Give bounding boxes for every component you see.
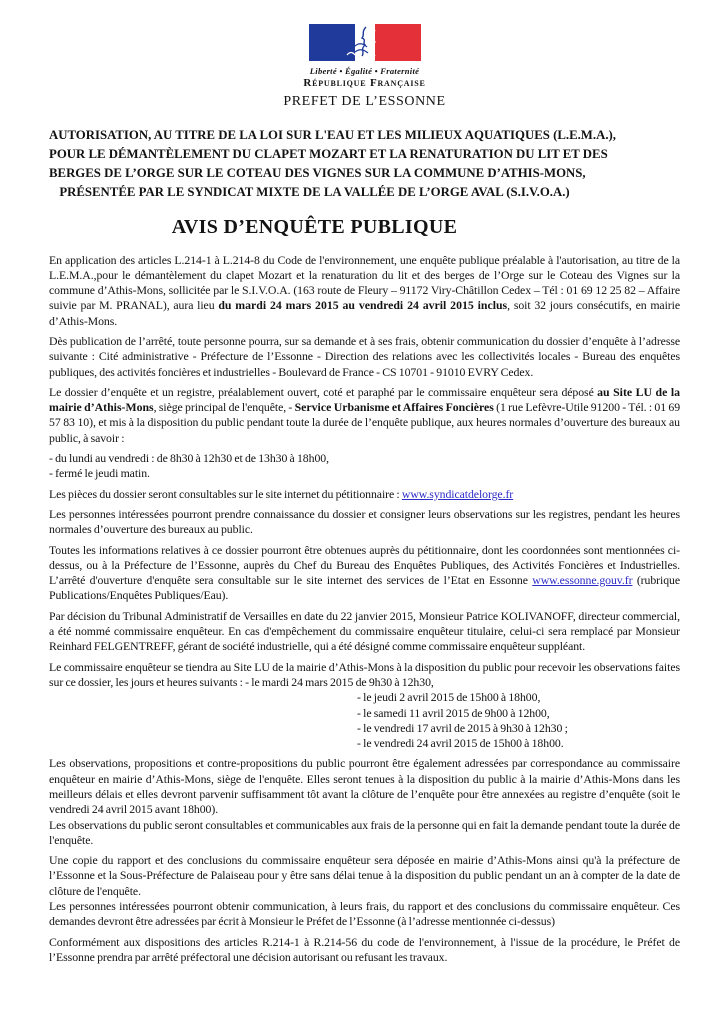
p-communication-rapport: Les personnes intéressées pourront obtenir communication, à leurs frais, du rapport et des conclusions du commissaire enquêteur. Ces demandes devront être adressées par écrit à Monsieur le Préfet de l’Essonne (à l’adresse mentionnée ci-dessus) [49, 899, 680, 929]
p-pieces-text: Les pièces du dossier seront consultables sur le site internet du pétitionnaire : [49, 486, 402, 501]
p-dossier-text: Le dossier d’enquête et un registre, préalablement ouvert, coté et paraphé par le commissaire enquêteur sera déposé [49, 384, 598, 399]
p-conformement: Conformément aux dispositions des articles R.214-1 à R.214-56 du code de l'environnement, à l'issue de la procédure, le Préfet de l’Essonne prendra par arrêté préfectoral une décision autorisant ou refusant les travaux. [49, 934, 680, 964]
p-informations-text: Toutes les informations relatives à ce dossier pourront être obtenues auprès du pétitionnaire, dont les coordonnées sont mentionnées ci-dessus, ou à la Préfecture de l’Essonne, auprès du Chef du Bureau des Enquêtes Publiques, des Activités Foncières et Industrielles. L’arrêté d'ouverture d'enquête sera consultable sur le site internet des services de l’Etat en Essonne [49, 542, 680, 588]
p-application-text-end: , soit 32 jours consécutifs, en mairie d’Athis-Mons. [49, 298, 680, 328]
french-flag-icon [309, 24, 421, 61]
schedule-item: - le jeudi 2 avril 2015 de 15h00 à 18h00, [357, 690, 541, 705]
p-copie-rapport: Une copie du rapport et des conclusions du commissaire enquêteur sera déposée en mairie d’Athis-Mons ainsi qu'à la préfecture de l’Essonne et la Sous-Préfecture de Palaiseau pour y être sans délai tenue à la disposition du public pendant un an à compter de la date de clôture de l'enquête. [49, 853, 680, 898]
link-essonne-gouv[interactable]: www.essonne.gouv.fr [532, 573, 633, 588]
link-syndicatdelorge[interactable]: www.syndicatdelorge.fr [401, 486, 514, 501]
p-dossier [49, 385, 680, 446]
avis-title: AVIS D’ENQUÊTE PUBLIQUE [171, 215, 458, 238]
p-application [49, 253, 680, 329]
motto-text: Liberté • Égalité • Fraternité [309, 66, 420, 76]
schedule-item: - le vendredi 24 avril 2015 de 15h00 à 18h00. [357, 736, 564, 751]
p-commissaire-text: Le commissaire enquêteur se tiendra au Site LU de la mairie d’Athis-Mons à la disposition du public pour recevoir les observations faites sur ce dossier, les jours et heures suivants : [49, 659, 680, 689]
p-dossier-service-bold: Service Urbanisme et Affaires Foncières [294, 400, 494, 415]
government-header [49, 24, 680, 109]
p-publication: Dès publication de l’arrêté, toute personne pourra, sur sa demande et à ses frais, obtenir communication du dossier d’enquête à l’adresse suivante : Cité administrative - Préfecture de l’Essonne - Direction des relations avec les collectivités locales - Bureau des enquêtes publiques, des activités foncières et industrielles - Boulevard de France - CS 10701 - 91010 EVRY Cedex. [49, 333, 680, 379]
schedule-item: - le samedi 11 avril 2015 de 9h00 à 12h00, [357, 705, 550, 720]
hours-line: - du lundi au vendredi : de 8h30 à 12h30 et de 13h30 à 18h00, [49, 451, 329, 466]
document-title-line: AUTORISATION, AU TITRE DE LA LOI SUR L'EAU ET LES MILIEUX AQUATIQUES (L.E.M.A.), [49, 127, 616, 142]
document-title [49, 126, 616, 202]
prefet-title: PREFET DE L’ESSONNE [283, 93, 446, 109]
schedule-item: - le vendredi 17 avril de 2015 à 9h30 à 12h30 ; [357, 720, 568, 735]
p-decision: Par décision du Tribunal Administratif de Versailles en date du 22 janvier 2015, Monsieur Patrice KOLIVANOFF, directeur commercial, a été nommé commissaire enquêteur. En cas d'empêchement du commissaire enquêteur titulaire, celui-ci sera remplacé par Monsieur Reinhard FELGENTREFF, gérant de société industrielle, qui a été désigné comme commissaire enquêteur suppléant. [49, 608, 680, 654]
document-title-line: BERGES DE L’ORGE SUR LE COTEAU DES VIGNES SUR LA COMMUNE D’ATHIS-MONS, [49, 165, 586, 180]
document-body [49, 253, 680, 966]
marianne-flag-logo [309, 24, 421, 65]
p-personnes: Les personnes intéressées pourront prendre connaissance du dossier et consigner leurs observations sur les registres, pendant les heures normales d’ouverture des bureaux au public. [49, 506, 680, 537]
schedule-item: - le mardi 24 mars 2015 de 9h30 à 12h30, [245, 674, 434, 689]
p-pieces [49, 487, 680, 502]
p-dossier-text-mid: , siège principal de l'enquête, - [153, 400, 295, 415]
p-dossier-site-bold: au Site LU de la mairie d’Athis-Mons [49, 384, 680, 415]
p-observations-consultables: Les observations du public seront consultables et communicables aux frais de la personne qui en fait la demande pendant toute la durée de l'enquête. [49, 817, 680, 847]
p-observations: Les observations, propositions et contre-propositions du public pourront être également adressées par correspondance au commissaire enquêteur en mairie d’Athis-Mons, siège de l'enquête. Elles seront tenues à la disposition du public à la mairie d’Athis-Mons dans les meilleurs délais et elles devront parvenir suffisamment tôt avant la clôture de l’enquête pour être annexées au registre d’enquête (soit le vendredi 24 avril 2015 avant 18h00). [49, 756, 680, 817]
document-title-line: PRÉSENTÉE PAR LE SYNDICAT MIXTE DE LA VALLÉE DE L’ORGE AVAL (S.I.V.O.A.) [59, 184, 570, 199]
p-application-text: En application des articles L.214-1 à L.214-8 du Code de l'environnement, une enquête publique préalable à l'autorisation, au titre de la L.E.M.A.,pour le démantèlement du clapet Mozart et la renaturation du lit et des berges de l’Orge sur le Coteau des Vignes sur la commune d’Athis-Mons, sollicitée par le S.I.V.O.A. (163 route de Fleury – 91172 Viry-Châtillon Cedex – Tél : 01 69 12 25 82 – Affaire suivie par M. PRANAL), aura lieu [49, 252, 680, 313]
republic-title: République Française [303, 76, 426, 89]
p-informations [49, 543, 680, 604]
p-application-dates-bold: du mardi 24 mars 2015 au vendredi 24 avril 2015 inclus [218, 298, 508, 313]
p-informations-text-end: (rubrique Publications/Enquêtes Publiques/Eau). [49, 573, 680, 603]
p-commissaire [49, 660, 680, 691]
hours-line: - fermé le jeudi matin. [49, 466, 150, 481]
document-title-line: POUR LE DÉMANTÈLEMENT DU CLAPET MOZART ET LA RENATURATION DU LIT ET DES [49, 146, 608, 161]
p-dossier-text-end: (1 rue Lefèvre-Utile 91200 - Tél. : 01 69 57 83 10), et mis à la disposition du public pendant toute la durée de l’enquête publique, aux heures normales d’ouverture des bureaux au public, à savoir : [49, 400, 681, 445]
